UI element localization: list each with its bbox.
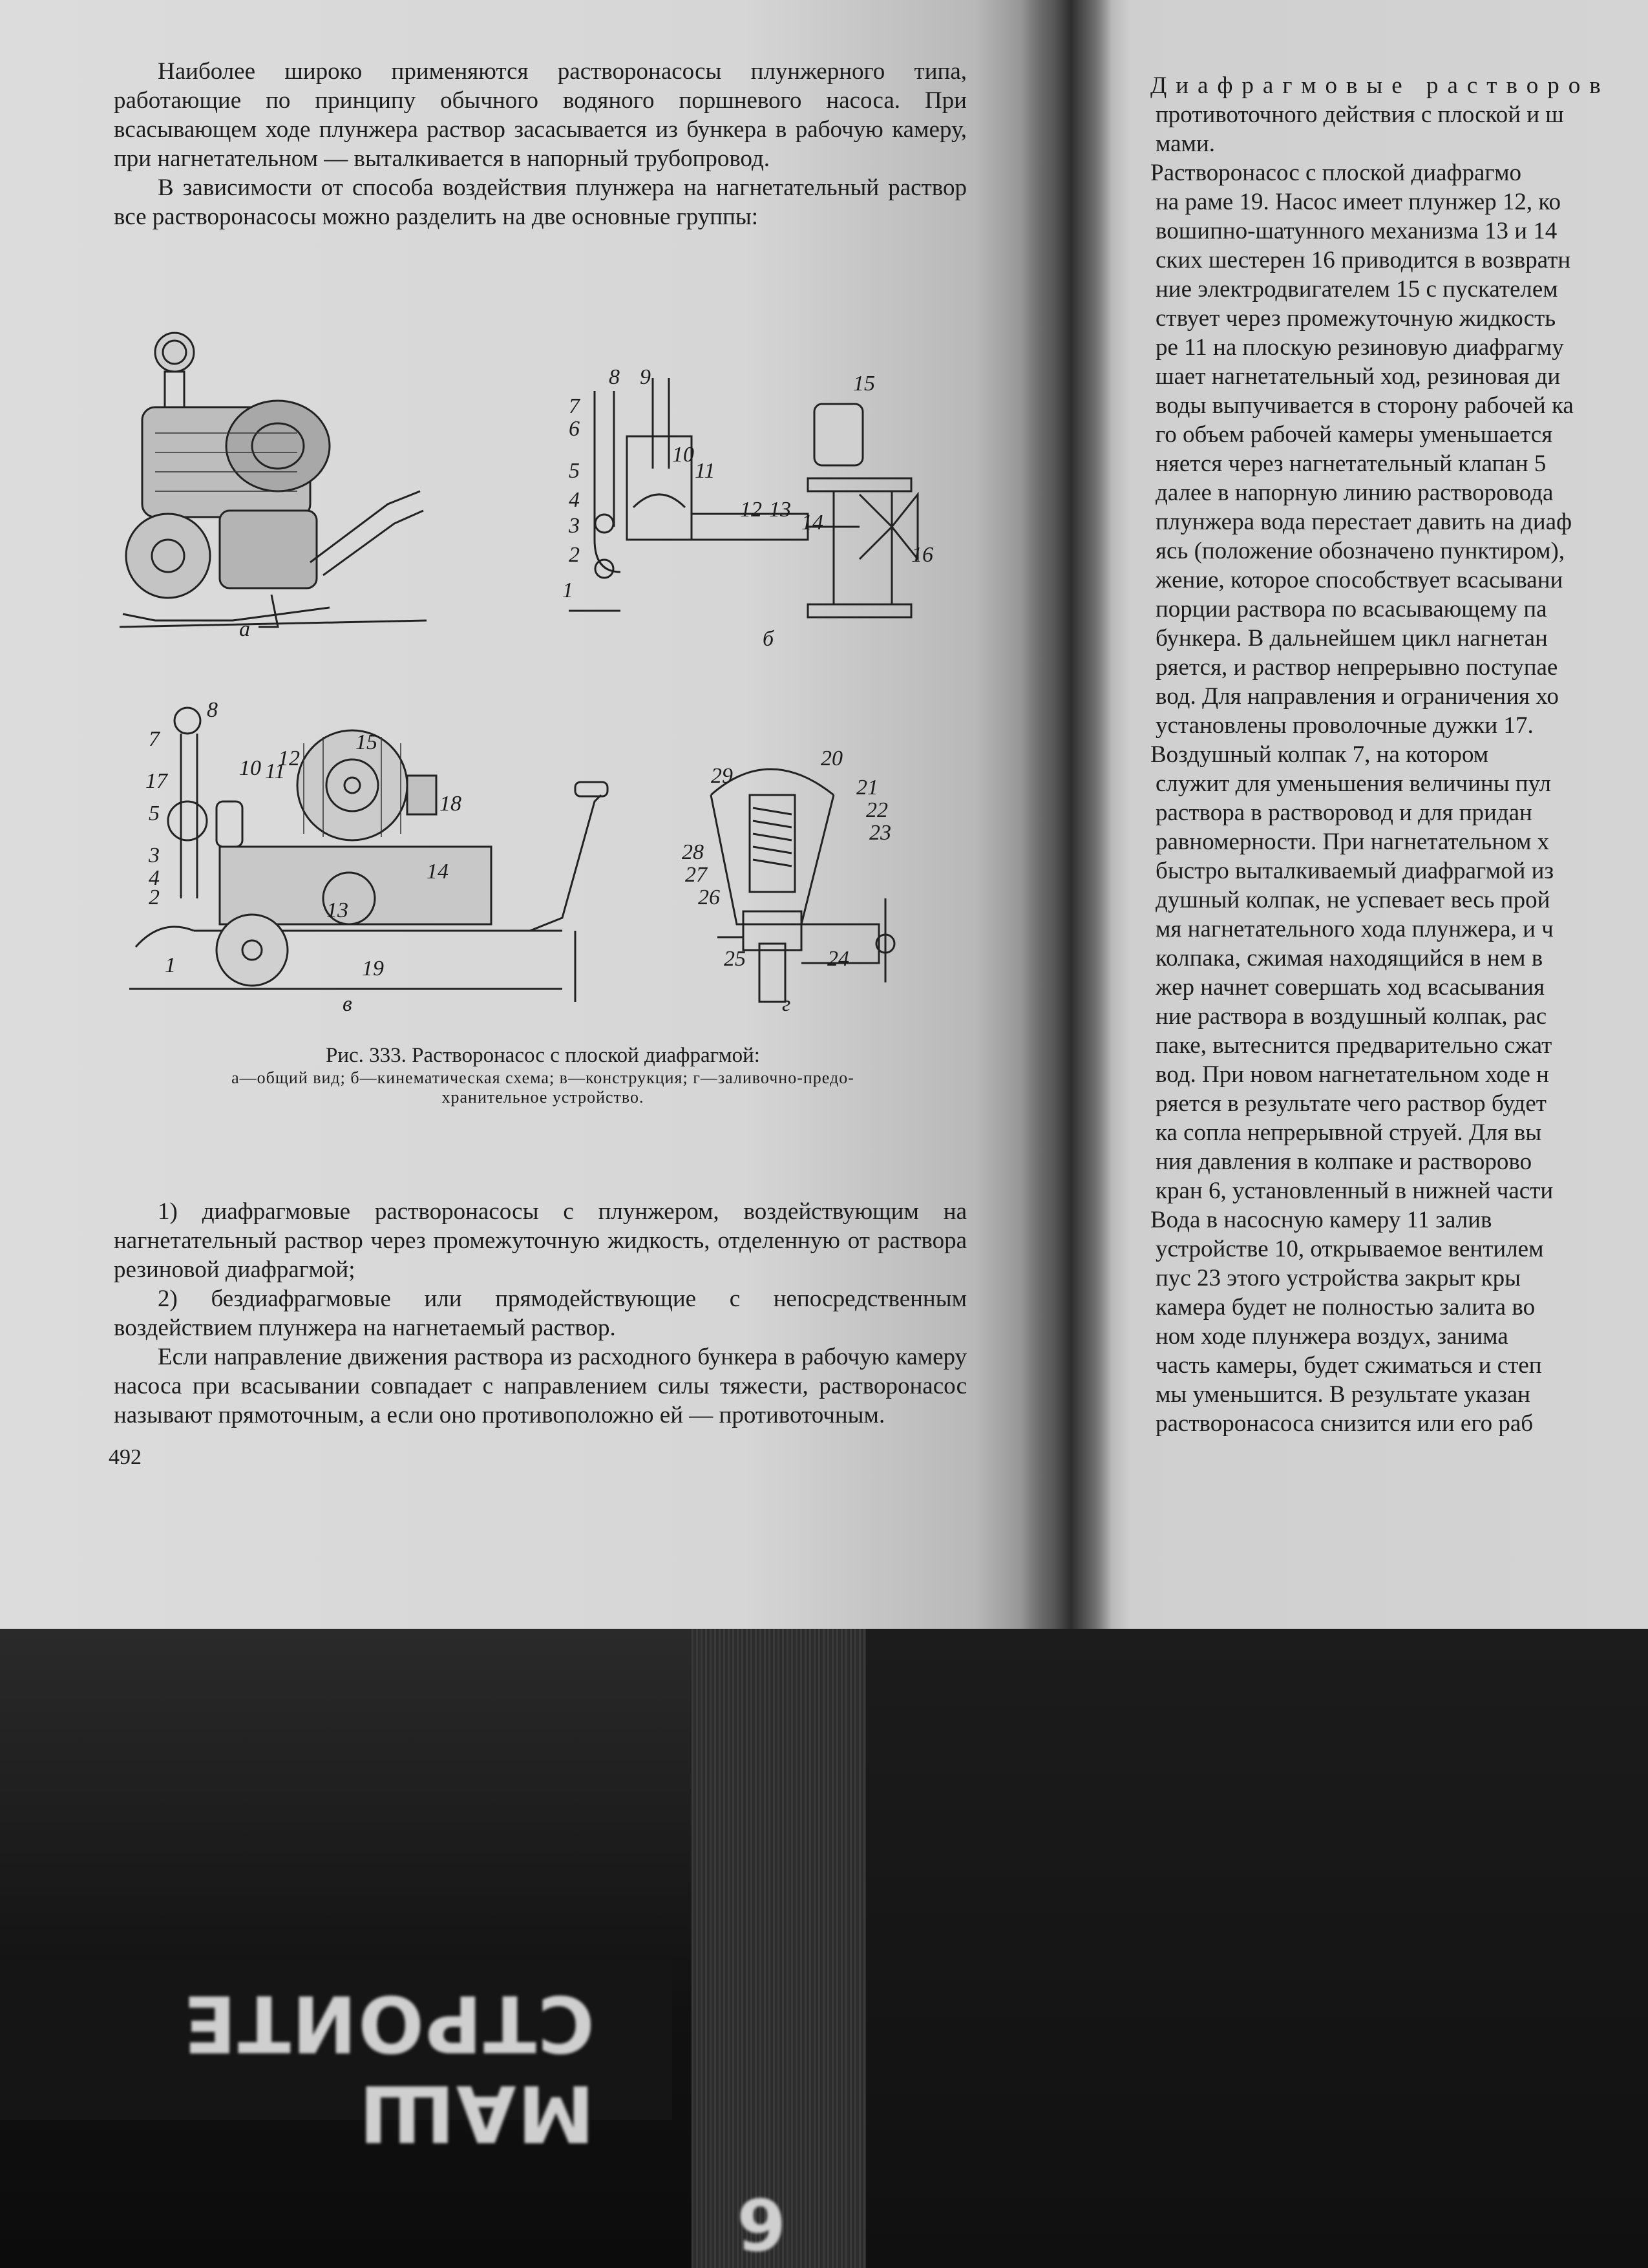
panel-letter-a: а xyxy=(239,617,250,641)
label-10: 10 xyxy=(672,443,694,467)
label-9: 9 xyxy=(640,365,651,389)
label-23: 23 xyxy=(869,821,891,845)
right-line: жение, которое способствует всасывани xyxy=(1156,567,1563,593)
right-line: няется через нагнетательный клапан 5 xyxy=(1156,450,1547,477)
right-line: равномерности. При нагнетательном х xyxy=(1156,829,1550,855)
label-26: 26 xyxy=(698,885,720,909)
label-10: 10 xyxy=(239,756,261,780)
right-line: мы уменьшится. В результате указан xyxy=(1156,1381,1530,1408)
cover-digit: 9 xyxy=(737,2185,787,2267)
right-line: Вода в насосную камеру 11 залив xyxy=(1150,1207,1492,1233)
figure-g-priming-safety-device xyxy=(672,747,956,1016)
right-line: ских шестерен 16 приводится в возвратн xyxy=(1156,247,1571,273)
label-25: 25 xyxy=(724,947,746,971)
caption-title: Рис. 333. Растворонасос с плоской диафрагмой: xyxy=(326,1044,760,1067)
label-12: 12 xyxy=(740,498,762,522)
pump-general-view-drawing xyxy=(116,317,439,679)
right-line: ряется, и раствор непрерывно поступае xyxy=(1156,654,1558,681)
kinematic-scheme-drawing xyxy=(556,365,969,637)
figure-a-general-view xyxy=(116,317,439,679)
right-line: плунжера вода перестает давить на диаф xyxy=(1156,509,1572,535)
label-2: 2 xyxy=(149,885,160,909)
cover-title xyxy=(13,1978,595,2157)
label-24: 24 xyxy=(827,947,849,971)
label-14: 14 xyxy=(801,511,823,535)
right-line: го объем рабочей камеры уменьшается xyxy=(1156,421,1553,448)
right-line: Растворонасос с плоской диафрагмо xyxy=(1150,160,1522,186)
panel-letter-v: в xyxy=(343,992,352,1016)
label-1: 1 xyxy=(562,578,573,602)
right-line: ряется в результате чего раствор будет xyxy=(1156,1090,1547,1117)
label-16: 16 xyxy=(911,543,933,567)
left-text-bottom xyxy=(114,1197,967,1430)
cover-title-line-2: СТРОИТЕ xyxy=(182,1978,595,2068)
panel-letter-b: б xyxy=(763,627,774,651)
panel-letter-g: г xyxy=(782,992,791,1016)
right-line: Диафрагмовые растворов xyxy=(1150,72,1610,99)
right-line: жер начнет совершать ход всасывания xyxy=(1156,974,1545,1001)
right-line: вод. При новом нагнетательном ходе н xyxy=(1156,1061,1549,1088)
right-line: на раме 19. Насос имеет плунжер 12, ко xyxy=(1156,189,1561,215)
right-page-text-area xyxy=(1073,0,1648,1629)
label-5: 5 xyxy=(569,459,580,483)
label-27: 27 xyxy=(685,863,707,887)
left-text-top xyxy=(114,57,967,231)
right-line: служит для уменьшения величины пул xyxy=(1156,770,1551,797)
label-13: 13 xyxy=(326,898,348,922)
right-line: душный колпак, не успевает весь прой xyxy=(1156,887,1550,913)
right-line: противоточного действия с плоской и ш xyxy=(1156,101,1564,128)
right-line: ясь (положение обозначено пунктиром), xyxy=(1156,538,1565,564)
label-7: 7 xyxy=(569,394,580,418)
right-line: кран 6, установленный в нижней части xyxy=(1156,1178,1554,1204)
right-line: устройстве 10, открываемое вентилем xyxy=(1156,1236,1544,1262)
figure-v-construction xyxy=(110,698,614,1016)
label-15: 15 xyxy=(355,730,377,754)
cover-title-line-1: МАШ xyxy=(357,2068,595,2157)
right-line: вод. Для направления и ограничения хо xyxy=(1156,683,1559,710)
right-line: вошипно-шатунного механизма 13 и 14 xyxy=(1156,218,1558,244)
caption-legend-line-2: хранительное устройство. xyxy=(441,1088,644,1107)
right-line: ние электродвигателем 15 с пускателем xyxy=(1156,276,1558,302)
paragraph: 2) бездиафрагмовые или прямодействующие с непосредственным воздействием плунжера на нагнетаемый раствор. xyxy=(114,1286,967,1341)
label-4: 4 xyxy=(149,866,160,890)
right-line: ка сопла непрерывной струей. Для вы xyxy=(1156,1119,1542,1146)
label-11: 11 xyxy=(695,459,715,483)
right-line: ном ходе плунжера воздух, занима xyxy=(1156,1323,1508,1350)
label-6: 6 xyxy=(569,417,580,441)
label-22: 22 xyxy=(866,798,888,822)
paragraph: Если направление движения раствора из расходного бункера в рабочую камеру насоса при всасывании совпадает с направлением силы тяжести, растворонасос называют прямоточным, а если оно противоположно ей — противоточным. xyxy=(114,1344,967,1428)
label-11: 11 xyxy=(265,759,286,783)
label-7: 7 xyxy=(149,727,160,751)
right-line: ние раствора в воздушный колпак, рас xyxy=(1156,1003,1547,1030)
book-cover-left xyxy=(0,1629,692,2268)
label-13: 13 xyxy=(769,498,791,522)
label-12: 12 xyxy=(278,747,300,770)
label-29: 29 xyxy=(711,764,733,788)
right-line: колпака, сжимая находящийся в нем в xyxy=(1156,945,1543,971)
right-line: далее в напорную линию растворовода xyxy=(1156,480,1554,506)
paragraph: Наиболее широко применяются растворонасосы плунжерного типа, работающие по принципу обычного водяного поршневого насоса. При всасывающем ходе плунжера раствор засасывается из бункера в рабочую камеру, при нагнетательном — выталкивается в напорный трубопровод. xyxy=(114,58,967,172)
right-line: шает нагнетательный ход, резиновая ди xyxy=(1156,363,1561,390)
label-15: 15 xyxy=(853,372,875,396)
label-3: 3 xyxy=(569,514,580,538)
right-line: бункера. В дальнейшем цикл нагнетан xyxy=(1156,625,1548,652)
right-line: мами. xyxy=(1156,131,1216,157)
right-line: быстро выталкиваемый диафрагмой из xyxy=(1156,858,1554,884)
safety-device-drawing xyxy=(672,750,956,1008)
label-14: 14 xyxy=(427,860,449,884)
label-8: 8 xyxy=(609,365,620,389)
right-line: ре 11 на плоскую резиновую диафрагму xyxy=(1156,334,1564,361)
label-20: 20 xyxy=(821,747,843,770)
right-line: порции раствора по всасывающему па xyxy=(1156,596,1547,622)
label-18: 18 xyxy=(439,792,461,816)
right-line: установлены проволочные дужки 17. xyxy=(1156,712,1534,739)
label-3: 3 xyxy=(149,843,160,867)
right-line: камера будет не полностью залита во xyxy=(1156,1294,1536,1320)
right-text-column xyxy=(1112,71,1648,1438)
right-line: растворонасоса снизится или его раб xyxy=(1156,1410,1534,1437)
label-4: 4 xyxy=(569,488,580,512)
right-line: раствора в растворовод и для придан xyxy=(1156,800,1532,826)
label-8: 8 xyxy=(207,698,218,722)
caption-legend-line-1: а—общий вид; б—кинематическая схема; в—конструкция; г—заливочно-предо- xyxy=(231,1068,854,1087)
right-line: часть камеры, будет сжиматься и степ xyxy=(1156,1352,1542,1379)
label-5: 5 xyxy=(149,801,160,825)
right-line: воды выпучивается в сторону рабочей ка xyxy=(1156,392,1574,419)
paragraph: В зависимости от способа воздействия плунжера на нагнетательный раствор все растворонасосы можно разделить на две основные группы: xyxy=(114,175,967,230)
paragraph: 1) диафрагмовые растворонасосы с плунжером, воздействующим на нагнетательный раствор через промежуточную жидкость, отделенную от раствора резиновой диафрагмой; xyxy=(114,1198,967,1283)
figure-caption xyxy=(129,1043,956,1107)
label-21: 21 xyxy=(856,776,878,800)
label-19: 19 xyxy=(362,957,384,980)
right-line: ствует через промежуточную жидкость xyxy=(1156,305,1556,332)
figure-b-kinematic-scheme xyxy=(556,365,969,651)
label-1: 1 xyxy=(165,953,176,977)
label-17: 17 xyxy=(145,769,167,793)
page-number: 492 xyxy=(109,1445,142,1469)
book-cover-right xyxy=(866,1629,1648,2268)
right-line: ния давления в колпаке и растворово xyxy=(1156,1149,1532,1175)
label-28: 28 xyxy=(682,840,704,864)
right-line: пус 23 этого устройства закрыт кры xyxy=(1156,1265,1521,1291)
book-spine xyxy=(692,1629,866,2268)
right-line: мя нагнетательного хода плунжера, и ч xyxy=(1156,916,1554,942)
right-line: паке, вытеснится предварительно сжат xyxy=(1156,1032,1552,1059)
right-line: Воздушный колпак 7, на котором xyxy=(1150,741,1489,768)
label-2: 2 xyxy=(569,543,580,567)
